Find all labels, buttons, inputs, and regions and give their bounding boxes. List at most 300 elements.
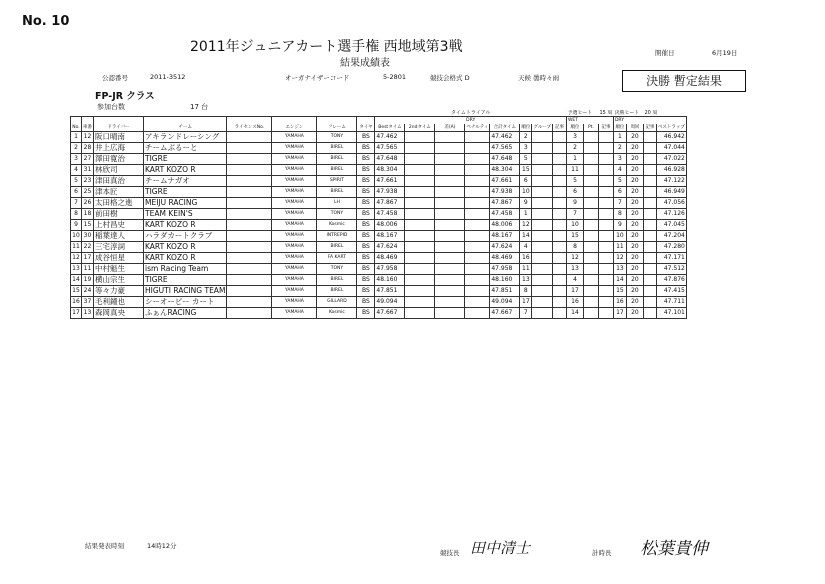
cell-driver: 森岡真央 xyxy=(94,308,144,319)
cell-engine: YAMAHA xyxy=(272,176,317,187)
cell-final-best: 47.512 xyxy=(656,264,686,275)
cell-license xyxy=(227,132,272,143)
cell-engine: YAMAHA xyxy=(272,198,317,209)
cell-car-number: 12 xyxy=(82,132,94,143)
cell-frame: BIREL xyxy=(317,143,357,154)
cell-final-note xyxy=(643,209,656,220)
cell-heat-rank: 17 xyxy=(566,286,583,297)
cell-penalty xyxy=(465,308,490,319)
cell-second-time xyxy=(405,231,435,242)
cell-heat-note xyxy=(598,242,613,253)
cell-team: ism Racing Team xyxy=(144,264,227,275)
cell-group xyxy=(532,198,553,209)
col-driver: ドライバー xyxy=(94,124,144,132)
cell-second-time xyxy=(405,187,435,198)
cell-frame: GILLARD xyxy=(317,297,357,308)
cell-engine: YAMAHA xyxy=(272,286,317,297)
cell-total-time: 48.304 xyxy=(490,165,520,176)
col-final-note: 記事 xyxy=(645,125,655,130)
cell-final-note xyxy=(643,220,656,231)
col-no: No. xyxy=(72,125,80,130)
page-subtitle: 結果成績表 xyxy=(340,58,390,69)
cell-note xyxy=(552,253,566,264)
cell-no: 13 xyxy=(71,264,82,275)
cell-heat-pts xyxy=(583,187,598,198)
cell-final-note xyxy=(643,187,656,198)
cell-final-best: 47.126 xyxy=(656,209,686,220)
cell-second-time xyxy=(405,242,435,253)
cell-group xyxy=(532,308,553,319)
cell-final-laps: 20 xyxy=(626,275,643,286)
cell-frame: INTREPID xyxy=(317,231,357,242)
cell-second-time xyxy=(405,286,435,297)
cell-penalty xyxy=(465,176,490,187)
cell-driver: 阪口晴南 xyxy=(94,132,144,143)
cell-note xyxy=(552,264,566,275)
cell-final-best: 47.171 xyxy=(656,253,686,264)
cell-group xyxy=(532,165,553,176)
col-diff: 差(A) xyxy=(435,124,465,132)
cell-total-time: 47.958 xyxy=(490,264,520,275)
cell-frame: TONY xyxy=(317,264,357,275)
cell-car-number: 22 xyxy=(82,242,94,253)
cell-heat-note xyxy=(598,275,613,286)
cell-group xyxy=(532,154,553,165)
cell-team: KART KOZO R xyxy=(144,220,227,231)
cell-rank: 3 xyxy=(520,143,532,154)
cell-total-time: 47.851 xyxy=(490,286,520,297)
cell-best-time: 47.851 xyxy=(375,286,405,297)
cell-team: TIGRE xyxy=(144,154,227,165)
cell-license xyxy=(227,143,272,154)
cell-final-note xyxy=(643,242,656,253)
cell-diff xyxy=(435,275,465,286)
cell-penalty xyxy=(465,132,490,143)
cell-driver: 太田格之進 xyxy=(94,198,144,209)
cell-final-rank: 7 xyxy=(613,198,626,209)
cell-tire: BS xyxy=(357,176,375,187)
final-laps: 20 周 xyxy=(643,110,686,117)
cell-tire: BS xyxy=(357,220,375,231)
cell-final-rank: 8 xyxy=(613,209,626,220)
cell-best-time: 47.624 xyxy=(375,242,405,253)
cell-no: 16 xyxy=(71,297,82,308)
cell-final-best: 47.876 xyxy=(656,275,686,286)
cell-final-rank: 5 xyxy=(613,176,626,187)
cell-team: アキランドレーシング xyxy=(144,132,227,143)
cell-final-laps: 20 xyxy=(626,264,643,275)
header-row-columns xyxy=(71,124,687,132)
cell-heat-note xyxy=(598,231,613,242)
cell-group xyxy=(532,209,553,220)
cell-team: KART KOZO R xyxy=(144,165,227,176)
cell-final-rank: 2 xyxy=(613,143,626,154)
cell-rank: 11 xyxy=(520,264,532,275)
cell-frame: SPIRIT xyxy=(317,176,357,187)
cell-penalty xyxy=(465,154,490,165)
cell-no: 15 xyxy=(71,286,82,297)
cell-car-number: 28 xyxy=(82,143,94,154)
cell-heat-rank: 7 xyxy=(566,209,583,220)
cell-car-number: 23 xyxy=(82,176,94,187)
cell-final-laps: 20 xyxy=(626,242,643,253)
cell-tire: BS xyxy=(357,132,375,143)
cell-best-time: 47.462 xyxy=(375,132,405,143)
cell-engine: YAMAHA xyxy=(272,165,317,176)
heat-header: 予選ヒート xyxy=(566,110,598,117)
col-group: グループ xyxy=(533,125,551,130)
cell-license xyxy=(227,286,272,297)
cell-heat-pts xyxy=(583,231,598,242)
cell-heat-pts xyxy=(583,220,598,231)
cell-engine: YAMAHA xyxy=(272,154,317,165)
cell-penalty xyxy=(465,264,490,275)
cell-no: 5 xyxy=(71,176,82,187)
cell-final-note xyxy=(643,165,656,176)
cell-tire: BS xyxy=(357,231,375,242)
cell-heat-note xyxy=(598,143,613,154)
cell-heat-rank: 11 xyxy=(566,165,583,176)
cell-diff xyxy=(435,187,465,198)
cell-driver: 林欣司 xyxy=(94,165,144,176)
col-best: Bestタイム xyxy=(375,124,405,132)
col-penalty: ペナルティ xyxy=(466,125,489,130)
cell-rank: 13 xyxy=(520,275,532,286)
table-row xyxy=(71,275,687,286)
cell-car-number: 19 xyxy=(82,275,94,286)
cell-final-note xyxy=(643,132,656,143)
cell-note xyxy=(552,132,566,143)
cell-car-number: 37 xyxy=(82,297,94,308)
cell-final-laps: 20 xyxy=(626,143,643,154)
cell-heat-pts xyxy=(583,264,598,275)
cell-team: KART KOZO R xyxy=(144,242,227,253)
final-header: 決勝ヒート xyxy=(613,110,643,117)
cell-total-time: 48.469 xyxy=(490,253,520,264)
cell-car-number: 31 xyxy=(82,165,94,176)
cell-heat-rank: 15 xyxy=(566,231,583,242)
cell-car-number: 27 xyxy=(82,154,94,165)
cell-license xyxy=(227,275,272,286)
cell-best-time: 47.958 xyxy=(375,264,405,275)
cell-driver: 澤田寛治 xyxy=(94,154,144,165)
cell-group xyxy=(532,132,553,143)
cell-engine: YAMAHA xyxy=(272,220,317,231)
cell-penalty xyxy=(465,231,490,242)
cell-note xyxy=(552,187,566,198)
col-final-best: ベストラップ xyxy=(657,125,685,130)
cell-total-time: 47.458 xyxy=(490,209,520,220)
cell-engine: YAMAHA xyxy=(272,143,317,154)
cell-driver: 三宅淳詞 xyxy=(94,242,144,253)
cell-heat-rank: 9 xyxy=(566,198,583,209)
cell-driver: 津本匠 xyxy=(94,187,144,198)
cell-car-number: 26 xyxy=(82,198,94,209)
cell-license xyxy=(227,154,272,165)
cell-heat-pts xyxy=(583,209,598,220)
cell-license xyxy=(227,264,272,275)
cell-diff xyxy=(435,253,465,264)
cell-note xyxy=(552,231,566,242)
cell-heat-note xyxy=(598,187,613,198)
cell-tire: BS xyxy=(357,264,375,275)
weather-label: 天候 曇時々雨 xyxy=(518,74,560,82)
cell-no: 7 xyxy=(71,198,82,209)
cell-heat-pts xyxy=(583,198,598,209)
cell-final-note xyxy=(643,286,656,297)
cell-team: チームナガオ xyxy=(144,176,227,187)
cell-rank: 8 xyxy=(520,286,532,297)
cell-car-number: 30 xyxy=(82,231,94,242)
cell-best-time: 47.565 xyxy=(375,143,405,154)
cell-final-best: 46.949 xyxy=(656,187,686,198)
cell-heat-rank: 12 xyxy=(566,253,583,264)
cell-heat-pts xyxy=(583,275,598,286)
cell-best-time: 48.469 xyxy=(375,253,405,264)
cell-second-time xyxy=(405,154,435,165)
cell-driver: 毛利鐘也 xyxy=(94,297,144,308)
col-final-laps: 周回 xyxy=(626,124,643,132)
col-tire: タイヤ xyxy=(357,124,375,132)
cell-note xyxy=(552,165,566,176)
cell-second-time xyxy=(405,209,435,220)
cell-no: 11 xyxy=(71,242,82,253)
cell-license xyxy=(227,297,272,308)
cell-final-laps: 20 xyxy=(626,286,643,297)
cell-heat-note xyxy=(598,220,613,231)
cell-best-time: 48.160 xyxy=(375,275,405,286)
cell-group xyxy=(532,187,553,198)
cell-final-laps: 20 xyxy=(626,253,643,264)
cell-diff xyxy=(435,264,465,275)
cell-driver: 上村昌史 xyxy=(94,220,144,231)
cell-final-rank: 15 xyxy=(613,286,626,297)
cell-diff xyxy=(435,242,465,253)
cell-group xyxy=(532,253,553,264)
tt-condition: DRY xyxy=(375,117,567,125)
cell-rank: 14 xyxy=(520,231,532,242)
cell-license xyxy=(227,187,272,198)
cell-diff xyxy=(435,154,465,165)
cell-heat-note xyxy=(598,132,613,143)
cell-tire: BS xyxy=(357,297,375,308)
table-row xyxy=(71,198,687,209)
approval-value: 2011-3512 xyxy=(150,73,186,81)
cell-driver: 津田真治 xyxy=(94,176,144,187)
cell-heat-pts xyxy=(583,154,598,165)
organizer-label: オーガナイザーコード xyxy=(285,74,350,82)
cell-best-time: 49.094 xyxy=(375,297,405,308)
date-value: 6月19日 xyxy=(712,49,738,57)
cell-license xyxy=(227,165,272,176)
cell-frame: BIREL xyxy=(317,286,357,297)
cell-tire: BS xyxy=(357,143,375,154)
cell-heat-rank: 13 xyxy=(566,264,583,275)
cell-heat-rank: 8 xyxy=(566,242,583,253)
cell-team: TIGRE xyxy=(144,275,227,286)
cell-final-laps: 20 xyxy=(626,176,643,187)
cell-note xyxy=(552,297,566,308)
cell-diff xyxy=(435,143,465,154)
cell-tire: BS xyxy=(357,165,375,176)
cell-diff xyxy=(435,220,465,231)
col-heat-note: 記事 xyxy=(598,124,613,132)
col-heat-pts: Pt. xyxy=(583,124,598,132)
cell-license xyxy=(227,242,272,253)
cell-note xyxy=(552,176,566,187)
col-second: 2ndタイム xyxy=(405,124,435,132)
cell-total-time: 47.938 xyxy=(490,187,520,198)
cell-car-number: 24 xyxy=(82,286,94,297)
cell-no: 2 xyxy=(71,143,82,154)
cell-best-time: 47.661 xyxy=(375,176,405,187)
cell-no: 4 xyxy=(71,165,82,176)
cell-tire: BS xyxy=(357,154,375,165)
cell-note xyxy=(552,242,566,253)
entries-label: 参加台数 xyxy=(97,103,125,111)
cell-second-time xyxy=(405,132,435,143)
cell-final-best: 47.044 xyxy=(656,143,686,154)
cell-diff xyxy=(435,231,465,242)
cell-note xyxy=(552,209,566,220)
table-row xyxy=(71,242,687,253)
cell-diff xyxy=(435,308,465,319)
cell-group xyxy=(532,242,553,253)
cell-tire: BS xyxy=(357,275,375,286)
cell-total-time: 49.094 xyxy=(490,297,520,308)
cell-note xyxy=(552,198,566,209)
cell-diff xyxy=(435,176,465,187)
approval-label: 公認番号 xyxy=(102,74,128,82)
table-row xyxy=(71,154,687,165)
cell-team: ハラダカートクラブ xyxy=(144,231,227,242)
cell-final-best: 47.415 xyxy=(656,286,686,297)
cell-final-best: 46.928 xyxy=(656,165,686,176)
cell-heat-pts xyxy=(583,143,598,154)
cell-no: 17 xyxy=(71,308,82,319)
cell-final-laps: 20 xyxy=(626,220,643,231)
cell-second-time xyxy=(405,176,435,187)
cell-group xyxy=(532,264,553,275)
cell-final-note xyxy=(643,143,656,154)
cell-frame: LH xyxy=(317,198,357,209)
cell-second-time xyxy=(405,198,435,209)
cell-group xyxy=(532,231,553,242)
cell-tire: BS xyxy=(357,187,375,198)
cell-tire: BS xyxy=(357,253,375,264)
cell-team: シーオービー カート xyxy=(144,297,227,308)
cell-final-best: 47.711 xyxy=(656,297,686,308)
cell-best-time: 48.304 xyxy=(375,165,405,176)
cell-driver: 稲葉達人 xyxy=(94,231,144,242)
cell-license xyxy=(227,220,272,231)
table-row xyxy=(71,231,687,242)
cell-tire: BS xyxy=(357,242,375,253)
cell-final-laps: 20 xyxy=(626,132,643,143)
director-label: 競技長 xyxy=(440,549,460,557)
cell-best-time: 47.667 xyxy=(375,308,405,319)
cell-final-note xyxy=(643,275,656,286)
cell-note xyxy=(552,220,566,231)
cell-rank: 17 xyxy=(520,297,532,308)
cell-final-best: 46.942 xyxy=(656,132,686,143)
cell-final-rank: 17 xyxy=(613,308,626,319)
announce-time-value: 14時12分 xyxy=(147,542,177,550)
date-label: 開催日 xyxy=(655,49,675,57)
cell-note xyxy=(552,275,566,286)
cell-heat-pts xyxy=(583,132,598,143)
cell-group xyxy=(532,143,553,154)
col-engine: エンジン xyxy=(272,124,317,132)
cell-engine: YAMAHA xyxy=(272,308,317,319)
cell-heat-pts xyxy=(583,308,598,319)
cell-note xyxy=(552,308,566,319)
cell-final-laps: 20 xyxy=(626,187,643,198)
cell-final-note xyxy=(643,231,656,242)
cell-no: 9 xyxy=(71,220,82,231)
cell-best-time: 47.867 xyxy=(375,198,405,209)
cell-heat-pts xyxy=(583,297,598,308)
cell-no: 6 xyxy=(71,187,82,198)
cell-heat-note xyxy=(598,264,613,275)
cell-car-number: 25 xyxy=(82,187,94,198)
cell-final-rank: 16 xyxy=(613,297,626,308)
cell-group xyxy=(532,297,553,308)
table-row xyxy=(71,286,687,297)
cell-final-note xyxy=(643,308,656,319)
table-row xyxy=(71,165,687,176)
document-number: No. 10 xyxy=(22,14,70,29)
cell-penalty xyxy=(465,209,490,220)
cell-best-time: 47.648 xyxy=(375,154,405,165)
cell-frame: BIREL xyxy=(317,275,357,286)
cell-engine: YAMAHA xyxy=(272,297,317,308)
cell-rank: 10 xyxy=(520,187,532,198)
cell-no: 12 xyxy=(71,253,82,264)
cell-final-rank: 6 xyxy=(613,187,626,198)
table-row xyxy=(71,187,687,198)
cell-final-laps: 20 xyxy=(626,154,643,165)
table-row xyxy=(71,253,687,264)
cell-no: 14 xyxy=(71,275,82,286)
cell-rank: 4 xyxy=(520,242,532,253)
col-rank: 順位 xyxy=(521,125,531,130)
director-signature: 田中清士 xyxy=(470,539,531,557)
cell-frame: TONY xyxy=(317,209,357,220)
cell-group xyxy=(532,286,553,297)
cell-frame: TONY xyxy=(317,132,357,143)
cell-tire: BS xyxy=(357,286,375,297)
cell-heat-pts xyxy=(583,242,598,253)
cell-second-time xyxy=(405,143,435,154)
cell-heat-note xyxy=(598,154,613,165)
cell-penalty xyxy=(465,198,490,209)
cell-car-number: 15 xyxy=(82,220,94,231)
cell-license xyxy=(227,198,272,209)
cell-heat-note xyxy=(598,165,613,176)
heat-laps: 15 周 xyxy=(599,110,613,116)
cell-rank: 6 xyxy=(520,176,532,187)
cell-final-rank: 1 xyxy=(613,132,626,143)
cell-note xyxy=(552,143,566,154)
cell-frame: FA KART xyxy=(317,253,357,264)
cell-final-best: 47.122 xyxy=(656,176,686,187)
organizer-value: 5-2801 xyxy=(383,73,407,81)
cell-final-note xyxy=(643,154,656,165)
provisional-result-box: 決勝 暫定結果 xyxy=(622,70,746,92)
cell-best-time: 47.458 xyxy=(375,209,405,220)
cell-license xyxy=(227,231,272,242)
